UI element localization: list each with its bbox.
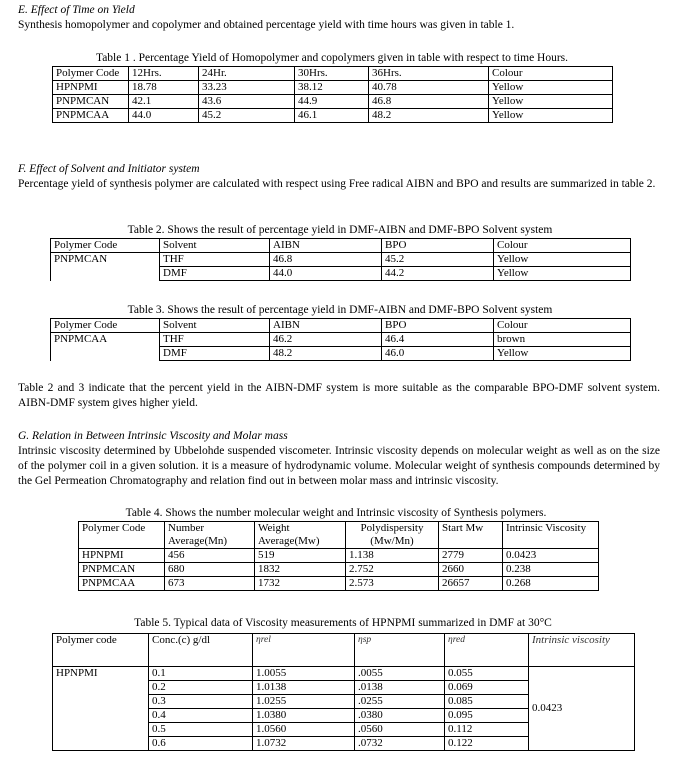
table-cell: 46.8 (270, 253, 382, 267)
table-cell-empty (53, 723, 149, 737)
table-cell: 44.0 (129, 109, 199, 123)
table-cell: 2.752 (346, 563, 439, 577)
table-cell: 0.055 (445, 667, 529, 681)
section-g-paragraph: Intrinsic viscosity determined by Ubbelohde suspended viscometer. Intrinsic viscosity depends on molecular weight as well as on the size of the polymer coil in a given solution. it is a measure of hydrodynamic volume. Molecular weight of synthesis compounds determined by the Gel Permeation Chromatography and relation find out in between molar mass and intrinsic viscosity. (18, 445, 660, 487)
table-row (53, 634, 635, 667)
table-cell: 44.0 (270, 267, 382, 281)
table4-header-3: Polydispersity (Mw/Mn) (346, 522, 439, 549)
table-cell: THF (160, 253, 270, 267)
table-cell: DMF (160, 347, 270, 361)
table-cell: .0255 (355, 695, 445, 709)
table-cell: HPNPMI (53, 81, 129, 95)
table2-header-4: Colour (494, 239, 631, 253)
table-cell: 0.0423 (503, 549, 599, 563)
table-cell: 1.0560 (253, 723, 355, 737)
table-cell: 1.0255 (253, 695, 355, 709)
table3-header-1: Solvent (160, 319, 270, 333)
table4-caption: Table 4. Shows the number molecular weight and Intrinsic viscosity of Synthesis polymers. (125, 507, 547, 519)
table5-header-3: ηsp (355, 634, 445, 667)
table-cell: Yellow (494, 347, 631, 361)
table4 (78, 521, 599, 591)
table-cell: 46.2 (270, 333, 382, 347)
table-cell: 1732 (255, 577, 346, 591)
table-cell: 38.12 (295, 81, 369, 95)
table-row (51, 333, 631, 347)
table-cell: 45.2 (199, 109, 295, 123)
table-cell: 0.6 (149, 737, 253, 751)
table1-header-0: Polymer Code (53, 67, 129, 81)
table5-header-5: Intrinsic viscosity (529, 634, 635, 667)
table1-header-2: 24Hr. (199, 67, 295, 81)
table-cell: 2779 (439, 549, 503, 563)
table-row (53, 67, 613, 81)
table3-header-0: Polymer Code (51, 319, 160, 333)
table1-header-3: 30Hrs. (295, 67, 369, 81)
table-cell: PNPMCAN (79, 563, 165, 577)
table4-header-5: Intrinsic Viscosity (503, 522, 599, 549)
table-cell: 44.2 (382, 267, 494, 281)
table-cell: .0380 (355, 709, 445, 723)
table-cell: .0560 (355, 723, 445, 737)
table3-header-3: BPO (382, 319, 494, 333)
table-cell: 0.238 (503, 563, 599, 577)
table-cell: 0.1 (149, 667, 253, 681)
table-cell: 18.78 (129, 81, 199, 95)
table-row (53, 667, 635, 681)
table-cell: Yellow (494, 267, 631, 281)
table-cell-empty (53, 681, 149, 695)
table-cell-empty (51, 347, 160, 361)
table2-header-3: BPO (382, 239, 494, 253)
section-g-heading: G. Relation in Between Intrinsic Viscosity and Molar mass (18, 430, 288, 442)
table5-header-0: Polymer code (53, 634, 149, 667)
table-row (51, 267, 631, 281)
table2-polymer: PNPMCAN (51, 253, 160, 267)
table-cell: 0.5 (149, 723, 253, 737)
table-cell: 1.0732 (253, 737, 355, 751)
table-cell: 673 (165, 577, 255, 591)
table-cell: 44.9 (295, 95, 369, 109)
table-cell: 33.23 (199, 81, 295, 95)
table-row (79, 549, 599, 563)
table-cell: 1.138 (346, 549, 439, 563)
table-cell: 43.6 (199, 95, 295, 109)
table-cell: 46.8 (369, 95, 489, 109)
table4-header-0: Polymer Code (79, 522, 165, 549)
table-cell: 2660 (439, 563, 503, 577)
table-cell: Yellow (489, 95, 613, 109)
table-cell: 1.0138 (253, 681, 355, 695)
table1-caption: Table 1 . Percentage Yield of Homopolymer and copolymers given in table with respect to time Hours. (95, 52, 569, 64)
table4-header-1: Number Average(Mn) (165, 522, 255, 549)
table-cell: 0.122 (445, 737, 529, 751)
conclusion-paragraph: Table 2 and 3 indicate that the percent yield in the AIBN-DMF system is more suitable as the comparable BPO-DMF solvent system. AIBN-DMF system gives higher yield. (18, 382, 660, 409)
table-row (51, 319, 631, 333)
table-cell-empty (53, 695, 149, 709)
table-row (79, 522, 599, 549)
table-cell: 0.3 (149, 695, 253, 709)
table-cell: Yellow (489, 109, 613, 123)
table-cell: Yellow (494, 253, 631, 267)
table-cell: 26657 (439, 577, 503, 591)
section-f-paragraph: Percentage yield of synthesis polymer are calculated with respect using Free radical AIBN and BPO and results are summarized in table 2. (18, 178, 656, 190)
table-cell: 0.2 (149, 681, 253, 695)
table2-header-0: Polymer Code (51, 239, 160, 253)
table3-header-2: AIBN (270, 319, 382, 333)
table-cell: .0732 (355, 737, 445, 751)
table-cell: PNPMCAA (79, 577, 165, 591)
table-cell: DMF (160, 267, 270, 281)
table-cell: 48.2 (369, 109, 489, 123)
table-cell: THF (160, 333, 270, 347)
table-row (51, 347, 631, 361)
table-cell: 1.0380 (253, 709, 355, 723)
table4-header-4: Start Mw (439, 522, 503, 549)
table3-header-4: Colour (494, 319, 631, 333)
table2 (50, 238, 631, 281)
table-cell: .0055 (355, 667, 445, 681)
table-row (53, 81, 613, 95)
table3 (50, 318, 631, 361)
table-cell: 48.2 (270, 347, 382, 361)
table-cell-empty (51, 267, 160, 281)
table-cell: .0138 (355, 681, 445, 695)
table3-polymer: PNPMCAA (51, 333, 160, 347)
table5-intrinsic: 0.0423 (529, 667, 635, 751)
table-cell: 680 (165, 563, 255, 577)
table-row (51, 239, 631, 253)
table-cell: 2.573 (346, 577, 439, 591)
table5-polymer: HPNPMI (53, 667, 149, 681)
table-row (53, 109, 613, 123)
table-cell: 456 (165, 549, 255, 563)
table-cell: 46.4 (382, 333, 494, 347)
table-cell-empty (53, 709, 149, 723)
table-cell: 46.1 (295, 109, 369, 123)
table5 (52, 633, 635, 751)
table5-header-2: ηrel (253, 634, 355, 667)
table4-header-2: Weight Average(Mw) (255, 522, 346, 549)
table3-caption: Table 3. Shows the result of percentage yield in DMF-AIBN and DMF-BPO Solvent system (127, 304, 553, 316)
table-cell: Yellow (489, 81, 613, 95)
table-cell: PNPMCAN (53, 95, 129, 109)
table-cell: 42.1 (129, 95, 199, 109)
table5-header-4: ηred (445, 634, 529, 667)
table-cell: 0.069 (445, 681, 529, 695)
table-cell-empty (53, 737, 149, 751)
table-row (79, 563, 599, 577)
table-cell: 519 (255, 549, 346, 563)
table-cell: 1.0055 (253, 667, 355, 681)
table-cell: brown (494, 333, 631, 347)
table-cell: 0.4 (149, 709, 253, 723)
table2-header-2: AIBN (270, 239, 382, 253)
table-cell: 0.095 (445, 709, 529, 723)
table2-caption: Table 2. Shows the result of percentage yield in DMF-AIBN and DMF-BPO Solvent system (127, 224, 553, 236)
table-cell: 1832 (255, 563, 346, 577)
table-row (51, 253, 631, 267)
table-cell: 46.0 (382, 347, 494, 361)
table1-header-1: 12Hrs. (129, 67, 199, 81)
table-cell: 0.085 (445, 695, 529, 709)
table-row (79, 577, 599, 591)
table-cell: 0.112 (445, 723, 529, 737)
section-f-heading: F. Effect of Solvent and Initiator system (18, 163, 200, 175)
table-cell: 0.268 (503, 577, 599, 591)
table2-header-1: Solvent (160, 239, 270, 253)
section-e-heading: E. Effect of Time on Yield (18, 4, 135, 16)
section-e-paragraph: Synthesis homopolymer and copolymer and obtained percentage yield with time hours was given in table 1. (18, 19, 515, 31)
table-cell: 45.2 (382, 253, 494, 267)
table-cell: 40.78 (369, 81, 489, 95)
table5-header-1: Conc.(c) g/dl (149, 634, 253, 667)
table-cell: HPNPMI (79, 549, 165, 563)
table5-caption: Table 5. Typical data of Viscosity measurements of HPNPMI summarized in DMF at 30°C (134, 617, 552, 629)
table1-header-5: Colour (489, 67, 613, 81)
table-row (53, 95, 613, 109)
table-cell: PNPMCAA (53, 109, 129, 123)
table1-header-4: 36Hrs. (369, 67, 489, 81)
table1 (52, 66, 613, 123)
